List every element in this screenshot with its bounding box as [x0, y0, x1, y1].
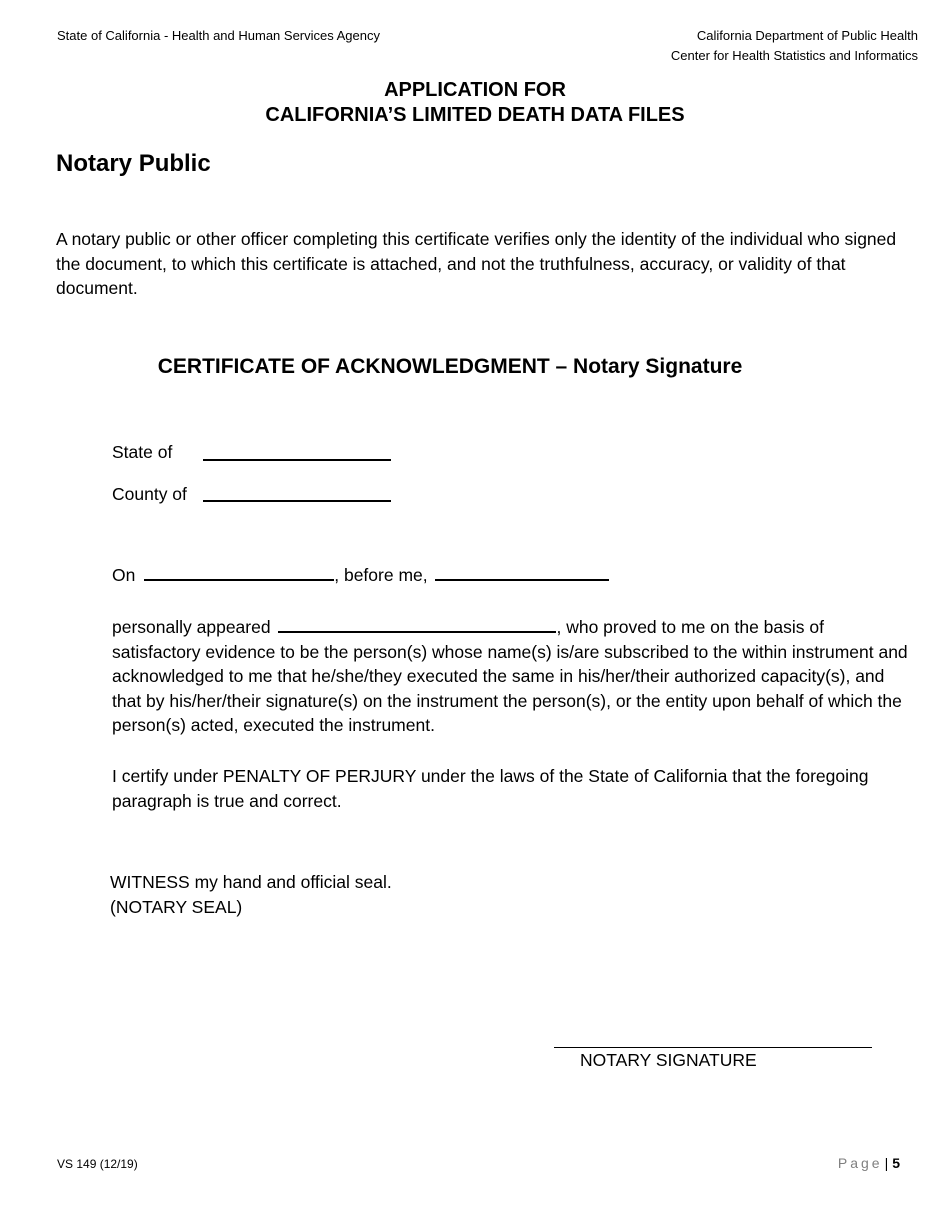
- header-department: [671, 26, 918, 66]
- witness-block: [110, 870, 392, 919]
- intro-paragraph: A notary public or other officer completing this certificate verifies only the identity of the individual who signed the document, to which this certificate is attached, and not the truthfulness, accuracy, or validity of that document.: [56, 229, 897, 298]
- before-me-label: , before me,: [334, 565, 428, 585]
- signer-name-field[interactable]: [278, 613, 556, 633]
- state-field[interactable]: [203, 459, 391, 461]
- section-title: Notary Public: [56, 150, 211, 177]
- county-label: County of: [112, 484, 187, 504]
- officer-name-field[interactable]: [435, 561, 609, 581]
- page-number: 5: [892, 1155, 900, 1171]
- date-field[interactable]: [144, 561, 334, 581]
- header-department-line2: Center for Health Statistics and Informatics: [670, 48, 918, 63]
- header-department-line1: California Department of Public Health: [696, 28, 918, 43]
- notary-signature-line[interactable]: [554, 1047, 872, 1048]
- county-field[interactable]: [203, 500, 391, 502]
- date-row: [112, 561, 609, 588]
- perjury-paragraph: I certify under PENALTY OF PERJURY under the laws of the State of California that the foregoing paragraph is true and correct.: [112, 766, 869, 811]
- form-id: VS 149 (12/19): [57, 1157, 138, 1171]
- document-title-line2: CALIFORNIA’S LIMITED DEATH DATA FILES: [265, 104, 685, 126]
- page-indicator: [838, 1155, 900, 1171]
- notary-seal-label: (NOTARY SEAL): [110, 896, 243, 917]
- page-separator: |: [884, 1155, 889, 1171]
- certificate-title: CERTIFICATE OF ACKNOWLEDGMENT – Notary Signature: [157, 355, 743, 378]
- acknowledgment-paragraph: [112, 613, 912, 738]
- notary-signature-label: NOTARY SIGNATURE: [580, 1050, 757, 1070]
- header-agency: State of California - Health and Human Services Agency: [57, 28, 381, 43]
- appeared-label: personally appeared: [112, 617, 271, 637]
- state-label: State of: [112, 442, 173, 462]
- on-label: On: [112, 565, 136, 585]
- witness-statement: WITNESS my hand and official seal.: [110, 872, 392, 892]
- acknowledgment-text: , who proved to me on the basis of satisfactory evidence to be the person(s) whose name(s) is/are subscribed to the within instrument and acknowledged to me that he/she/they executed the same in his/her/their authorized capacity(s), and that by his/her/their signature(s) on the instrument the person(s), or the entity upon behalf of which the person(s) acted, executed the instrument.: [112, 617, 908, 735]
- page-word: Page: [837, 1155, 883, 1171]
- document-title-line1: APPLICATION FOR: [384, 79, 566, 101]
